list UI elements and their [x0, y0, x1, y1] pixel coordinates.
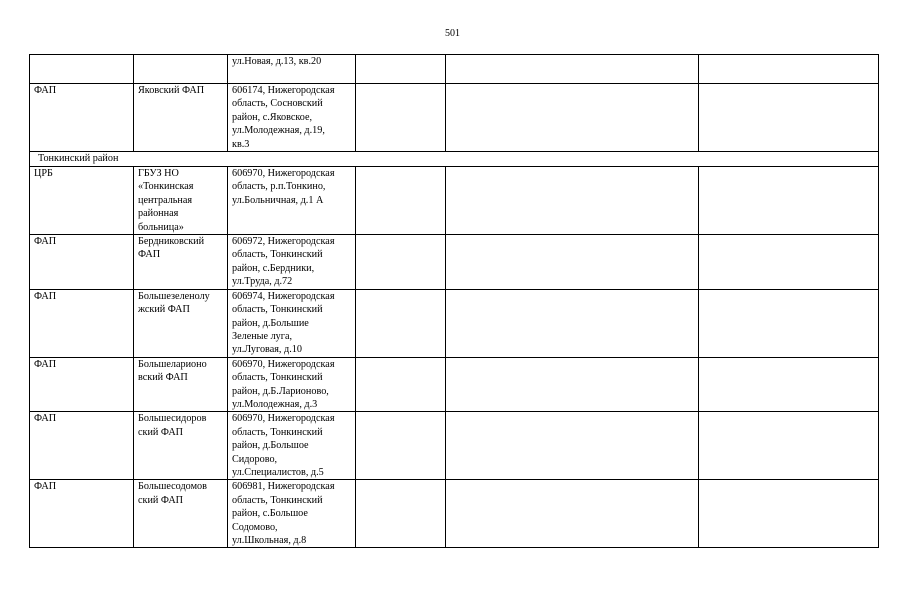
facilities-table — [29, 54, 879, 548]
facility-type-cell: ФАП — [30, 235, 134, 290]
empty-cell — [446, 84, 699, 152]
empty-cell — [699, 55, 879, 84]
facility-name-cell: Большеларионо вский ФАП — [134, 357, 228, 412]
page-number: 501 — [445, 28, 460, 39]
empty-cell — [446, 55, 699, 84]
empty-cell — [356, 480, 446, 548]
empty-cell — [699, 84, 879, 152]
empty-cell — [699, 480, 879, 548]
section-header-row — [30, 152, 879, 167]
empty-cell — [356, 84, 446, 152]
empty-cell — [356, 357, 446, 412]
empty-cell — [446, 412, 699, 480]
empty-cell — [446, 167, 699, 235]
table-row — [30, 357, 879, 412]
empty-cell — [446, 480, 699, 548]
facility-type-cell: ФАП — [30, 357, 134, 412]
facility-address-cell: 606174, Нижегородская область, Сосновский район, с.Яковское, ул.Молодежная, д.19, кв.3 — [228, 84, 356, 152]
table-row — [30, 167, 879, 235]
facility-name-cell: Большезеленолу жский ФАП — [134, 289, 228, 357]
empty-cell — [356, 167, 446, 235]
facility-address-cell: 606974, Нижегородская область, Тонкинский район, д.Большие Зеленые луга, ул.Луговая, д.10 — [228, 289, 356, 357]
facility-name-cell: Бердниковский ФАП — [134, 235, 228, 290]
empty-cell — [356, 412, 446, 480]
table-row — [30, 235, 879, 290]
empty-cell — [446, 235, 699, 290]
facility-name-cell: Большесодомов ский ФАП — [134, 480, 228, 548]
empty-cell — [699, 357, 879, 412]
facility-address-cell: ул.Новая, д.13, кв.20 — [228, 55, 356, 84]
facility-name-cell: Большесидоров ский ФАП — [134, 412, 228, 480]
facility-type-cell: ФАП — [30, 480, 134, 548]
facility-name-cell — [134, 55, 228, 84]
empty-cell — [699, 289, 879, 357]
facility-type-cell — [30, 55, 134, 84]
empty-cell — [699, 412, 879, 480]
facility-type-cell: ФАП — [30, 289, 134, 357]
facility-address-cell: 606970, Нижегородская область, р.п.Тонкино, ул.Больничная, д.1 А — [228, 167, 356, 235]
facility-address-cell: 606970, Нижегородская область, Тонкинский район, д.Б.Ларионово, ул.Молодежная, д.3 — [228, 357, 356, 412]
empty-cell — [356, 289, 446, 357]
facility-address-cell: 606970, Нижегородская область, Тонкинский район, д.Большое Сидорово, ул.Специалистов, д.5 — [228, 412, 356, 480]
facility-type-cell: ФАП — [30, 84, 134, 152]
facility-type-cell: ЦРБ — [30, 167, 134, 235]
facility-name-cell: ГБУЗ НО «Тонкинская центральная районная больница» — [134, 167, 228, 235]
empty-cell — [356, 55, 446, 84]
empty-cell — [356, 235, 446, 290]
empty-cell — [446, 357, 699, 412]
empty-cell — [699, 167, 879, 235]
table-row — [30, 289, 879, 357]
empty-cell — [446, 289, 699, 357]
facility-address-cell: 606972, Нижегородская область, Тонкинский район, с.Бердники, ул.Труда, д.72 — [228, 235, 356, 290]
empty-cell — [699, 235, 879, 290]
table-row — [30, 480, 879, 548]
table-row — [30, 84, 879, 152]
section-title: Тонкинский район — [30, 152, 879, 167]
table-row — [30, 412, 879, 480]
facility-address-cell: 606981, Нижегородская область, Тонкинский район, с.Большое Содомово, ул.Школьная, д.8 — [228, 480, 356, 548]
table-row — [30, 55, 879, 84]
facility-type-cell: ФАП — [30, 412, 134, 480]
facility-name-cell: Яковский ФАП — [134, 84, 228, 152]
